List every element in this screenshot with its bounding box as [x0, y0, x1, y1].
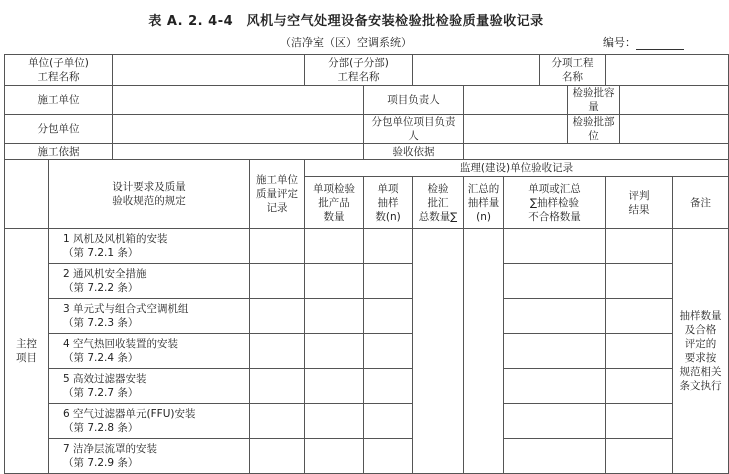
batch-location-label: 检验批部位 [568, 115, 620, 144]
col-judgement: 评判 结果 [606, 177, 673, 229]
single-batch-cell[interactable] [305, 299, 364, 334]
single-batch-cell[interactable] [305, 369, 364, 404]
unqualified-cell[interactable] [504, 439, 606, 474]
batch-capacity-label: 检验批容量 [568, 86, 620, 115]
project-manager-value[interactable] [464, 86, 568, 115]
list-item: 6 空气过滤器单元(FFU)安装 （第 7.2.8 条） [49, 404, 250, 439]
unqualified-cell[interactable] [504, 404, 606, 439]
list-item: 4 空气热回收装置的安装 （第 7.2.4 条） [49, 334, 250, 369]
col-total-sample: 汇总的 抽样量 (n) [464, 177, 504, 229]
sub-name-value[interactable] [606, 55, 729, 86]
subcontract-manager-label: 分包单位项目负责人 [364, 115, 464, 144]
self-eval-cell[interactable] [250, 334, 305, 369]
form-title: 表 A. 2. 4-4 风机与空气处理设备安装检验批检验质量验收记录 [148, 14, 544, 29]
design-req-header: 设计要求及质量 验收规范的规定 [49, 160, 250, 229]
construction-basis-value[interactable] [113, 144, 364, 160]
category-header-blank [5, 160, 49, 229]
judgement-cell[interactable] [606, 229, 673, 264]
col-batch-total: 检验 批汇 总数量∑ [413, 177, 464, 229]
judgement-cell[interactable] [606, 439, 673, 474]
supervision-header: 监理(建设)单位验收记录 [305, 160, 729, 177]
batch-total-cell[interactable] [413, 229, 464, 474]
subcontract-manager-value[interactable] [464, 115, 568, 144]
single-batch-cell[interactable] [305, 264, 364, 299]
doc-number-field[interactable] [636, 39, 684, 50]
remarks-note: 抽样数量 及合格 评定的 要求按 规范相关 条文执行 [673, 229, 729, 474]
col-remarks: 备注 [673, 177, 729, 229]
subcontract-unit-value[interactable] [113, 115, 364, 144]
part-name-label: 分部(子分部) 工程名称 [305, 55, 413, 86]
judgement-cell[interactable] [606, 369, 673, 404]
col-unqualified: 单项或汇总 ∑抽样检验 不合格数量 [504, 177, 606, 229]
single-batch-cell[interactable] [305, 334, 364, 369]
acceptance-basis-value[interactable] [464, 144, 729, 160]
list-item: 2 通风机安全措施 （第 7.2.2 条） [49, 264, 250, 299]
single-batch-cell[interactable] [305, 404, 364, 439]
col-single-sample: 单项 抽样 数(n) [364, 177, 413, 229]
construction-unit-label: 施工单位 [5, 86, 113, 115]
unqualified-cell[interactable] [504, 369, 606, 404]
unit-name-label: 单位(子单位) 工程名称 [5, 55, 113, 86]
unqualified-cell[interactable] [504, 299, 606, 334]
self-eval-cell[interactable] [250, 404, 305, 439]
judgement-cell[interactable] [606, 334, 673, 369]
batch-location-value[interactable] [620, 115, 729, 144]
self-eval-cell[interactable] [250, 299, 305, 334]
list-item: 1 风机及风机箱的安装 （第 7.2.1 条） [49, 229, 250, 264]
acceptance-basis-label: 验收依据 [364, 144, 464, 160]
single-batch-cell[interactable] [305, 439, 364, 474]
judgement-cell[interactable] [606, 404, 673, 439]
single-sample-cell[interactable] [364, 229, 413, 264]
list-item: 3 单元式与组合式空调机组 （第 7.2.3 条） [49, 299, 250, 334]
single-sample-cell[interactable] [364, 334, 413, 369]
doc-number-label: 编号： [603, 36, 636, 49]
subcontract-unit-label: 分包单位 [5, 115, 113, 144]
self-eval-header: 施工单位 质量评定 记录 [250, 160, 305, 229]
single-sample-cell[interactable] [364, 439, 413, 474]
self-eval-cell[interactable] [250, 229, 305, 264]
single-batch-cell[interactable] [305, 229, 364, 264]
inspection-table [4, 54, 729, 474]
project-manager-label: 项目负责人 [364, 86, 464, 115]
construction-basis-label: 施工依据 [5, 144, 113, 160]
list-item: 7 洁净层流罩的安装 （第 7.2.9 条） [49, 439, 250, 474]
unit-name-value[interactable] [113, 55, 305, 86]
self-eval-cell[interactable] [250, 369, 305, 404]
single-sample-cell[interactable] [364, 404, 413, 439]
judgement-cell[interactable] [606, 299, 673, 334]
judgement-cell[interactable] [606, 264, 673, 299]
doc-number [603, 34, 684, 50]
batch-capacity-value[interactable] [620, 86, 729, 115]
list-item: 5 高效过滤器安装 （第 7.2.7 条） [49, 369, 250, 404]
unqualified-cell[interactable] [504, 334, 606, 369]
unqualified-cell[interactable] [504, 264, 606, 299]
total-sample-cell[interactable] [464, 229, 504, 474]
self-eval-cell[interactable] [250, 439, 305, 474]
single-sample-cell[interactable] [364, 299, 413, 334]
construction-unit-value[interactable] [113, 86, 364, 115]
part-name-value[interactable] [413, 55, 540, 86]
single-sample-cell[interactable] [364, 264, 413, 299]
self-eval-cell[interactable] [250, 264, 305, 299]
main-control-label: 主控 项目 [5, 229, 49, 474]
unqualified-cell[interactable] [504, 229, 606, 264]
single-sample-cell[interactable] [364, 369, 413, 404]
sub-name-label: 分项工程 名称 [540, 55, 606, 86]
col-single-batch-qty: 单项检验 批产品 数量 [305, 177, 364, 229]
form-subtitle: （洁净室（区）空调系统） [280, 36, 412, 49]
